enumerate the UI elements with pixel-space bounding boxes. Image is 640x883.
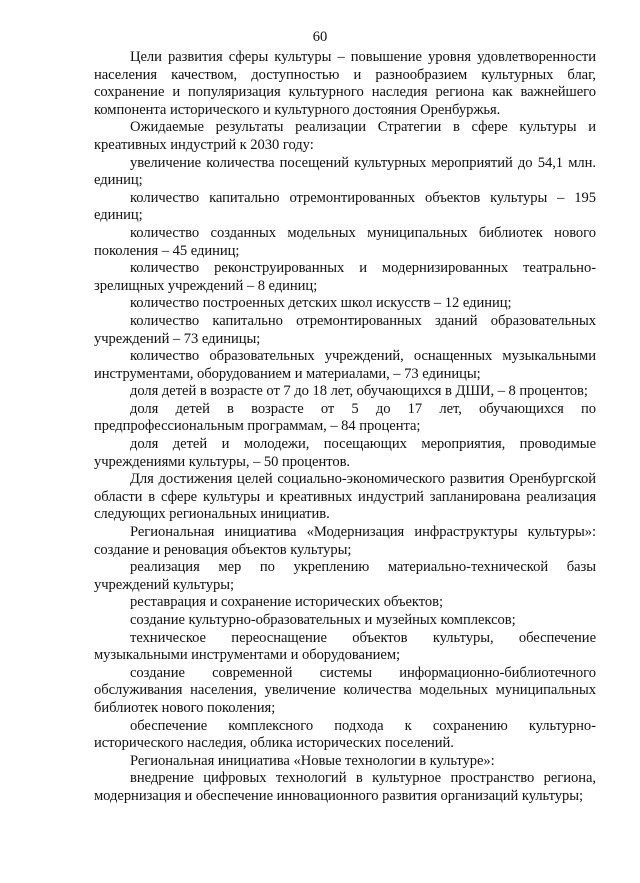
document-body [94, 49, 596, 806]
list-item: обеспечение комплексного подхода к сохранению культурно-исторического наследия, облика исторических поселений. [94, 717, 596, 752]
list-item: количество капитально отремонтированных объектов культуры – 195 единиц; [94, 189, 596, 224]
list-item: увеличение количества посещений культурных мероприятий до 54,1 млн. единиц; [94, 154, 596, 189]
list-item: техническое переоснащение объектов культуры, обеспечение музыкальными инструментами и оборудованием; [94, 629, 596, 664]
paragraph-expected-results: Ожидаемые результаты реализации Стратегии в сфере культуры и креативных индустрий к 2030 году: [94, 119, 596, 153]
page-number: 60 [312, 29, 328, 45]
list-item: доля детей и молодежи, посещающих мероприятия, проводимые учреждениями культуры, – 50 процентов. [94, 436, 596, 470]
list-item: доля детей в возрасте от 7 до 18 лет, обучающихся в ДШИ, – 8 процентов; [130, 383, 588, 400]
list-item: внедрение цифровых технологий в культурное пространство региона, модернизация и обеспечение инновационного развития организаций культуры; [94, 770, 596, 804]
paragraph-initiative-infrastructure: Региональная инициатива «Модернизация инфраструктуры культуры»: создание и реновация объектов культуры; [94, 524, 596, 558]
list-item: количество капитально отремонтированных зданий образовательных учреждений – 73 единицы; [94, 312, 596, 347]
list-item: количество построенных детских школ искусств – 12 единиц; [130, 295, 512, 312]
paragraph-initiative-technologies: Региональная инициатива «Новые технологии в культуре»: [130, 752, 495, 769]
list-item: доля детей в возрасте от 5 до 17 лет, обучающихся по предпрофессиональным программам, – 84 процента; [94, 400, 596, 435]
paragraph-goals: Цели развития сферы культуры – повышение уровня удовлетворенности населения качеством, доступностью и разнообразием культурных благ, сохранение и популяризация культурного наследия региона как важнейшего компонента исторического и культурного достояния Оренбуржья. [94, 49, 596, 118]
list-item: количество образовательных учреждений, оснащенных музыкальными инструментами, оборудованием и материалами, – 73 единицы; [94, 348, 596, 382]
list-item: создание современной системы информационно-библиотечного обслуживания населения, увеличение количества модельных муниципальных библиотек нового поколения; [94, 664, 596, 716]
list-item: количество реконструированных и модернизированных театрально-зрелищных учреждений – 8 единиц; [94, 260, 596, 294]
list-item: создание культурно-образовательных и музейных комплексов; [130, 612, 516, 628]
list-item: реализация мер по укреплению материально-технической базы учреждений культуры; [94, 559, 596, 593]
paragraph-initiatives-intro: Для достижения целей социально-экономического развития Оренбургской области в сфере культуры и креативных индустрий запланирована реализация следующих региональных инициатив. [94, 471, 596, 523]
list-item: количество созданных модельных муниципальных библиотек нового поколения – 45 единиц; [94, 224, 596, 259]
list-item: реставрация и сохранение исторических объектов; [130, 594, 444, 611]
